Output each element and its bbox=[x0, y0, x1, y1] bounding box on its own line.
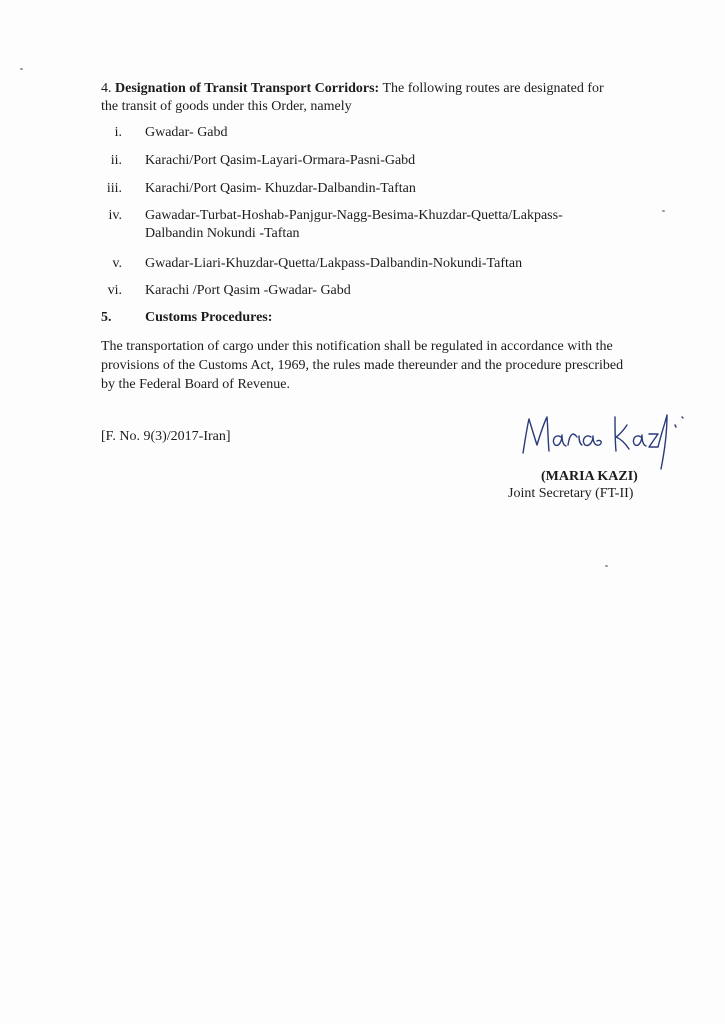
handwritten-signature bbox=[515, 405, 690, 475]
scan-speck bbox=[662, 210, 665, 212]
section-4-intro-line-1 bbox=[101, 80, 604, 98]
route-number: iii. bbox=[106, 181, 122, 196]
section-5-body-line-3: by the Federal Board of Revenue. bbox=[101, 377, 290, 392]
signatory-name: (MARIA KAZI) bbox=[541, 469, 638, 484]
section-5-number: 5. bbox=[101, 310, 112, 325]
section-5-body-line-1: The transportation of cargo under this notification shall be regulated in accordance with the bbox=[101, 339, 613, 354]
section-5-body-line-2: provisions of the Customs Act, 1969, the rules made thereunder and the procedure prescribed bbox=[101, 358, 624, 373]
route-number: v. bbox=[112, 256, 122, 271]
scan-speck bbox=[605, 565, 608, 567]
route-number: vi. bbox=[107, 283, 122, 298]
route-text-line-1: Gawadar-Turbat-Hoshab-Panjgur-Nagg-Besima-Khuzdar-Quetta/Lakpass- bbox=[145, 208, 563, 223]
route-number: i. bbox=[114, 125, 122, 140]
section-4-intro-text: The following routes are designated for bbox=[382, 81, 604, 96]
route-number: ii. bbox=[110, 153, 122, 168]
section-5-heading: Customs Procedures: bbox=[145, 310, 273, 325]
section-4-heading: Designation of Transit Transport Corridors: bbox=[115, 81, 380, 96]
scan-speck bbox=[20, 68, 23, 70]
section-4-intro-line-2: the transit of goods under this Order, namely bbox=[101, 99, 352, 114]
route-number: iv. bbox=[108, 208, 122, 223]
route-text: Karachi /Port Qasim -Gwadar- Gabd bbox=[145, 283, 351, 298]
route-text-line-2: Dalbandin Nokundi -Taftan bbox=[145, 226, 300, 241]
section-4-number: 4. bbox=[101, 81, 112, 96]
route-text: Gwadar- Gabd bbox=[145, 125, 228, 140]
route-text: Karachi/Port Qasim- Khuzdar-Dalbandin-Taftan bbox=[145, 181, 416, 196]
route-text: Karachi/Port Qasim-Layari-Ormara-Pasni-Gabd bbox=[145, 153, 416, 168]
signatory-title: Joint Secretary (FT-II) bbox=[508, 486, 634, 501]
route-text: Gwadar-Liari-Khuzdar-Quetta/Lakpass-Dalbandin-Nokundi-Taftan bbox=[145, 256, 523, 271]
file-reference: [F. No. 9(3)/2017-Iran] bbox=[101, 429, 231, 444]
